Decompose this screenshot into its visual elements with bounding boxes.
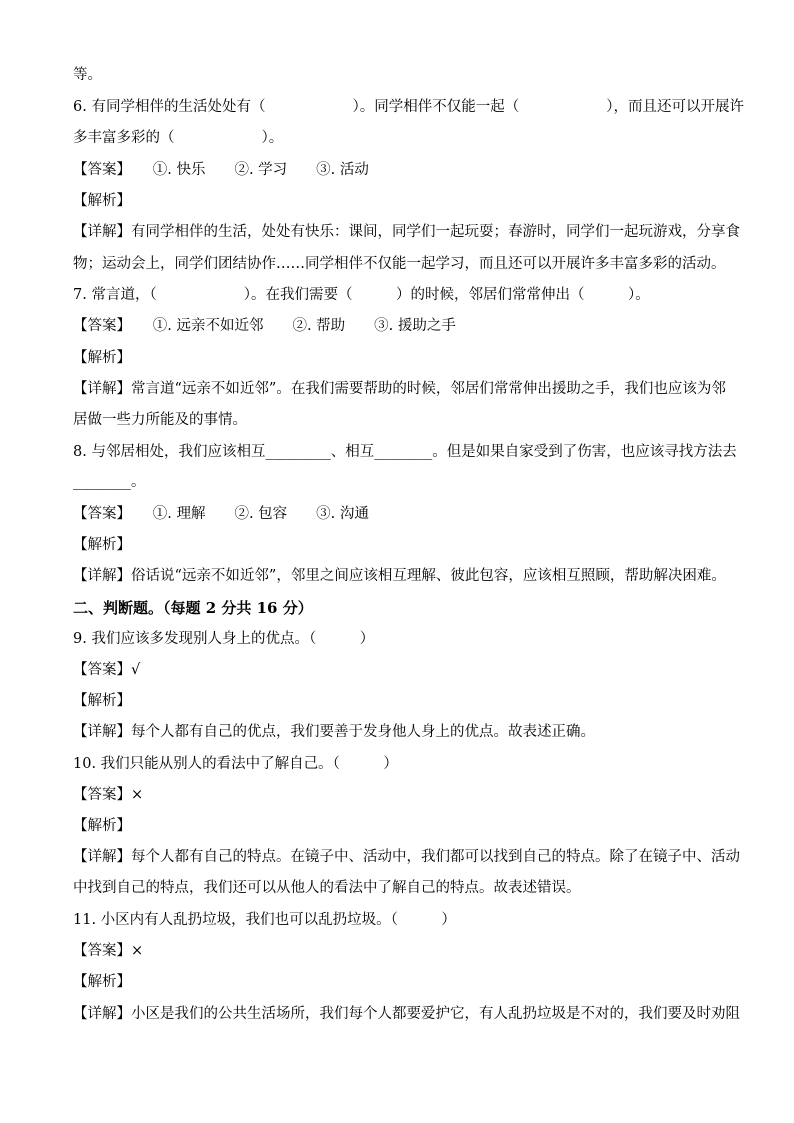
detail-8: 【详解】俗话说“远亲不如近邻”，邻里之间应该相互理解、彼此包容，应该相互照顾，帮助解决困难。 xyxy=(73,568,726,584)
text-line: 中找到自己的特点，我们还可以从他人的看法中了解自己的特点。故表述错误。 xyxy=(73,880,581,896)
analysis-label: 【解析】 xyxy=(73,818,131,834)
text-line: 物；运动会上，同学们团结协作……同学相伴不仅能一起学习，而且还可以开展许多丰富多彩的活动。 xyxy=(73,256,726,272)
question-8: 8. 与邻居相处，我们应该相互_________、相互________。但是如果自家受到了伤害，也应该寻找方法去 xyxy=(73,444,737,460)
section-heading: 二、判断题。（每题 2 分共 16 分） xyxy=(73,599,313,617)
question-10: 10. 我们只能从别人的看法中了解自己。（ ） xyxy=(73,756,398,772)
text-line: 多丰富多彩的（ ）。 xyxy=(73,130,284,146)
analysis-label: 【解析】 xyxy=(73,693,131,709)
question-7: 7. 常言道，（ ）。在我们需要（ ）的时候，邻居们常常伸出（ ）。 xyxy=(73,287,650,303)
answer-10: 【答案】× xyxy=(73,787,144,803)
text-line: 居做一些力所能及的事情。 xyxy=(73,412,247,428)
analysis-label: 【解析】 xyxy=(73,974,131,990)
text-line: ________。 xyxy=(73,474,146,490)
analysis-label: 【解析】 xyxy=(73,193,131,209)
detail-9: 【详解】每个人都有自己的优点，我们要善于发身他人身上的优点。故表述正确。 xyxy=(73,724,595,740)
question-11: 11. 小区内有人乱扔垃圾，我们也可以乱扔垃圾。（ ） xyxy=(73,912,456,928)
question-6: 6. 有同学相伴的生活处处有（ ）。同学相伴不仅能一起（ ），而且还可以开展许 xyxy=(73,99,744,115)
detail-10: 【详解】每个人都有自己的特点。在镜子中、活动中，我们都可以找到自己的特点。除了在镜子中、活动 xyxy=(73,849,740,865)
answer-9: 【答案】√ xyxy=(73,662,141,678)
detail-11: 【详解】小区是我们的公共生活场所，我们每个人都要爱护它，有人乱扔垃圾是不对的，我们要及时劝阻 xyxy=(73,1006,740,1022)
answer-6: 【答案】 ①. 快乐 ②. 学习 ③. 活动 xyxy=(73,162,369,178)
text-line: 等。 xyxy=(73,67,102,83)
analysis-label: 【解析】 xyxy=(73,350,131,366)
answer-11: 【答案】× xyxy=(73,943,144,959)
answer-8: 【答案】 ①. 理解 ②. 包容 ③. 沟通 xyxy=(73,506,369,522)
answer-7: 【答案】 ①. 远亲不如近邻 ②. 帮助 ③. 援助之手 xyxy=(73,318,456,334)
question-9: 9. 我们应该多发现别人身上的优点。（ ） xyxy=(73,631,375,647)
analysis-label: 【解析】 xyxy=(73,537,131,553)
detail-7: 【详解】常言道“远亲不如近邻”。在我们需要帮助的时候，邻居们常常伸出援助之手，我们也应该为邻 xyxy=(73,381,726,397)
detail-6: 【详解】有同学相伴的生活，处处有快乐：课间，同学们一起玩耍；春游时，同学们一起玩游戏，分享食 xyxy=(73,224,740,240)
